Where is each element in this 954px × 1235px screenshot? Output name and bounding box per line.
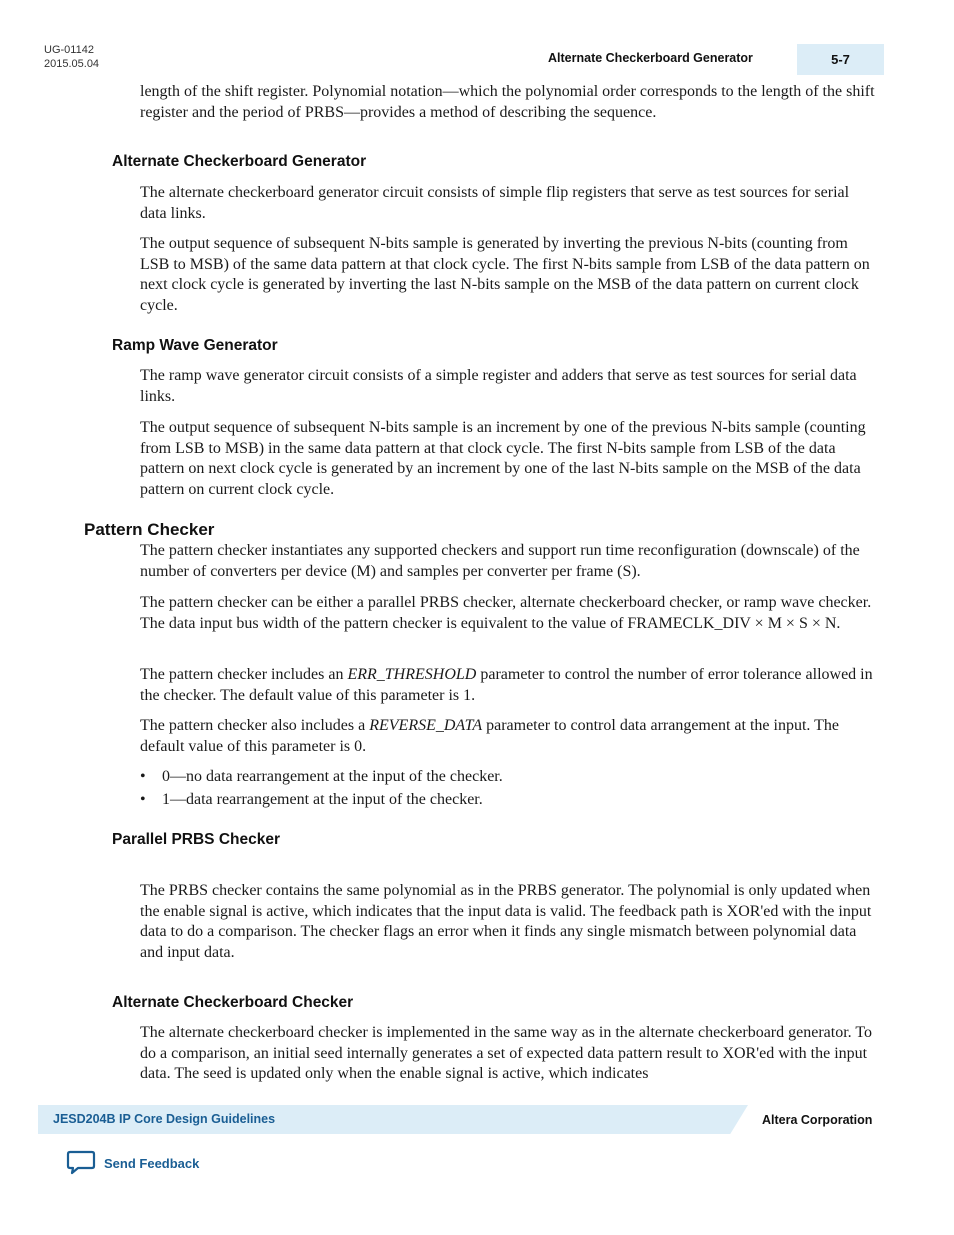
bullet-mark: • [140,791,146,808]
document-date: 2015.05.04 [44,58,100,70]
ramp-paragraph-1: The ramp wave generator circuit consists of a simple register and adders that serve as test sources for serial data links. [140,367,857,405]
param-err-threshold: ERR_THRESHOLD [347,666,477,683]
acg-paragraph-2: The output sequence of subsequent N-bits sample is generated by inverting the previous N-bits (counting from LSB to MSB) of the same data pattern at that clock cycle. The first N-bits sample from LSB of the data pattern on next clock cycle is generated by inverting the last N-bits sample on the MSB of the data pattern on current clock cycle. [140,235,870,315]
list-item-text: 0—no data rearrangement at the input of the checker. [162,768,503,785]
list-item-text: 1—data rearrangement at the input of the checker. [162,791,483,808]
heading-pattern-checker: Pattern Checker [84,520,215,539]
pc-p3-pre: The pattern checker includes an [140,666,348,683]
pc-paragraph-2: The pattern checker can be either a parallel PRBS checker, alternate checkerboard checker, or ramp wave checker. The data input bus width of the pattern checker is equivalent to the value of FRAMECLK_DIV × M × S × N. [140,594,872,632]
pc-paragraph-4 [140,716,875,757]
page-number-text: 5-7 [831,52,850,67]
speech-bubble-icon [66,1150,96,1176]
page-number [797,44,884,75]
acc-paragraph-1: The alternate checkerboard checker is implemented in the same way as in the alternate checkerboard generator. To do a comparison, an initial seed internally generates a set of expected data pattern result to XOR'ed with the input data. The seed is updated only when the enable signal is active, which indicates [140,1024,873,1083]
header-section-title: Alternate Checkerboard Generator [548,51,753,65]
send-feedback-link[interactable] [66,1150,199,1176]
document-id: UG-01142 [44,44,94,56]
acg-paragraph-1: The alternate checkerboard generator circuit consists of simple flip registers that serve as test sources for serial data links. [140,184,850,222]
send-feedback-label[interactable]: Send Feedback [104,1155,200,1171]
bullet-mark: • [140,768,146,785]
pc-paragraph-3 [140,665,875,706]
heading-alternate-checkerboard-checker: Alternate Checkerboard Checker [112,994,354,1011]
pc-p3-post: parameter to control the number of error tolerance allowed in the checker. The default value of this parameter is 1. [140,666,873,704]
pc-p4-post: parameter to control data arrangement at the input. The default value of this parameter is 0. [140,717,839,755]
pc-paragraph-1: The pattern checker instantiates any supported checkers and support run time reconfiguration (downscale) of the number of converters per device (M) and samples per converter per frame (S). [140,542,860,580]
param-reverse-data: REVERSE_DATA [369,717,483,734]
list-item [140,790,483,811]
heading-ramp-wave-generator: Ramp Wave Generator [112,337,278,354]
footer-company: Altera Corporation [762,1113,873,1127]
document-id-block [44,43,99,71]
footer-guide-title[interactable]: JESD204B IP Core Design Guidelines [53,1112,276,1126]
pprbs-paragraph-1: The PRBS checker contains the same polynomial as in the PRBS generator. The polynomial is only updated when the enable signal is active, which indicates that the input data is valid. The feedback path is XOR'ed with the input data to do a comparison. The checker flags an error when it finds any single mismatch between polynomial data and input data. [140,882,872,962]
intro-paragraph: length of the shift register. Polynomial notation—which the polynomial order corresponds to the length of the shift register and the period of PRBS—provides a method of describing the sequence. [140,83,875,121]
heading-alternate-checkerboard-generator: Alternate Checkerboard Generator [112,153,367,170]
pc-p4-pre: The pattern checker also includes a [140,717,370,734]
heading-parallel-prbs-checker: Parallel PRBS Checker [112,831,281,848]
ramp-paragraph-2: The output sequence of subsequent N-bits sample is an increment by one of the previous N-bits sample (counting from LSB to MSB) in the same data pattern at that clock cycle. The first N-bits sample from LSB of the data pattern on next clock cycle is generated by an increment by one of the last N-bits sample on the MSB of the data pattern on current clock cycle. [140,419,866,499]
list-item [140,767,503,788]
